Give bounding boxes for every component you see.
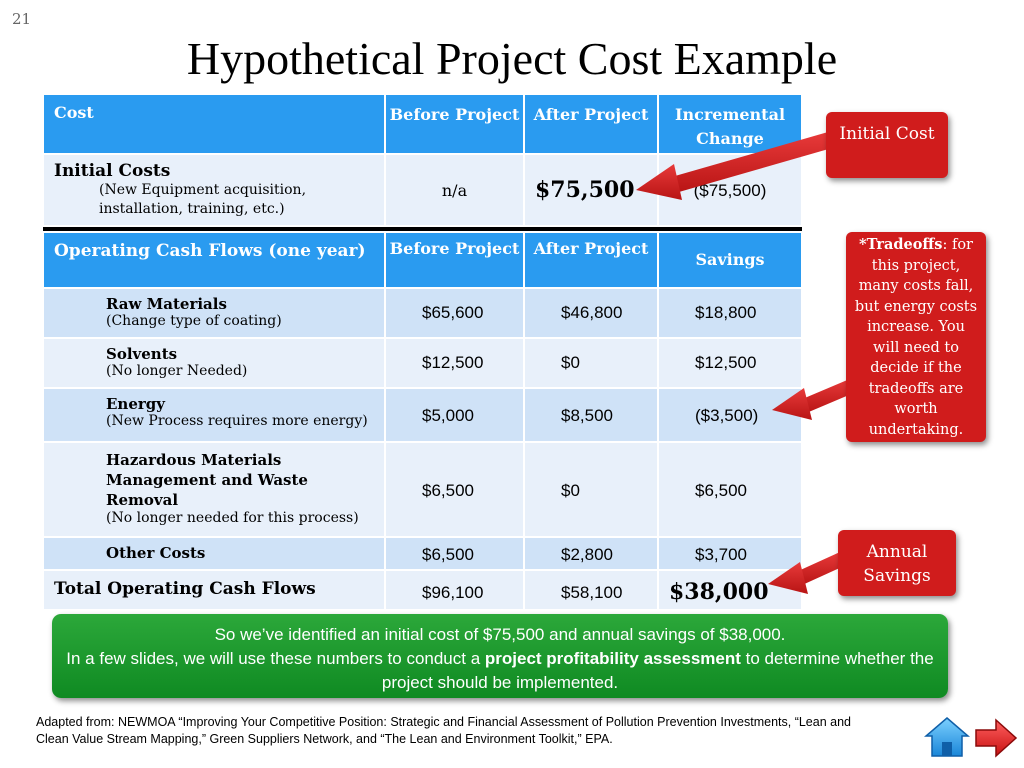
source-footnote: Adapted from: NEWMOA “Improving Your Competitive Position: Strategic and Financial Assessment of Pollution Prevention Investments, “Lean and Clean Value Stream Mapping,” Green Suppliers Network, and “The Lean and Environment Toolkit,” EPA. — [36, 715, 851, 746]
row-label: Other Costs — [106, 544, 206, 562]
row-label: Energy — [106, 395, 165, 413]
row-sublabel: (Change type of coating) — [106, 313, 282, 329]
header-operating: Operating Cash Flows (one year) — [43, 232, 385, 288]
header-change: Incremental Change — [658, 94, 802, 154]
header-savings: Savings — [658, 232, 802, 288]
row-before: $12,500 — [385, 338, 524, 388]
row-after: $2,800 — [524, 537, 658, 570]
tradeoffs-callout — [846, 232, 986, 442]
row-label: Solvents — [106, 345, 178, 363]
row-before: $5,000 — [385, 388, 524, 442]
total-before: $96,100 — [385, 570, 524, 610]
row-after: $46,800 — [524, 288, 658, 338]
total-savings: $38,000 — [658, 570, 802, 610]
row-sublabel: (New Process requires more energy) — [106, 413, 368, 429]
annual-savings-callout: Annual Savings — [838, 530, 956, 596]
initial-change: ($75,500) — [658, 154, 802, 226]
next-arrow-icon — [974, 718, 1018, 758]
initial-before: n/a — [385, 154, 524, 226]
header-before: Before Project — [385, 232, 524, 288]
row-savings: $12,500 — [658, 338, 802, 388]
header-after: After Project — [524, 232, 658, 288]
row-savings: $6,500 — [658, 442, 802, 537]
initial-cost-callout: Initial Cost — [826, 112, 948, 178]
tradeoffs-text: : for this project, many costs fall, but energy costs increase. You will need to decide if the tradeoffs are worth undertaking. — [854, 237, 978, 438]
summary-bold-phrase: project profitability assessment — [484, 649, 741, 668]
row-savings: ($3,500) — [658, 388, 802, 442]
summary-box — [52, 614, 948, 698]
arrow-to-total-savings — [768, 552, 844, 594]
row-savings: $18,800 — [658, 288, 802, 338]
home-icon — [924, 716, 970, 758]
row-after: $0 — [524, 338, 658, 388]
row-label: Raw Materials — [106, 295, 227, 313]
row-label: Hazardous Materials Management and Waste Removal — [106, 451, 308, 509]
tradeoffs-heading: *Tradeoffs — [859, 236, 943, 253]
slide-title: Hypothetical Project Cost Example — [186, 33, 838, 84]
initial-costs-sublabel: (New Equipment acquisition, installation, training, etc.) — [99, 182, 307, 217]
next-slide-button[interactable] — [974, 718, 1018, 758]
row-before: $6,500 — [385, 442, 524, 537]
total-after: $58,100 — [524, 570, 658, 610]
arrow-to-initial-cost — [636, 132, 832, 200]
initial-costs-label: Initial Costs — [54, 161, 171, 181]
total-label: Total Operating Cash Flows — [54, 579, 316, 599]
summary-line-1: So we’ve identified an initial cost of $75,500 and annual savings of $38,000. — [214, 625, 786, 644]
header-cost: Cost — [43, 94, 385, 154]
row-savings: $3,700 — [658, 537, 802, 570]
row-sublabel: (No longer Needed) — [106, 363, 248, 379]
header-before: Before Project — [385, 94, 524, 154]
home-button[interactable] — [924, 716, 970, 758]
arrow-to-energy-savings — [772, 378, 856, 420]
summary-line-2: In a few slides, we will use these numbers to conduct a project profitability assessment to determine whether the project should be implemented. — [66, 649, 934, 692]
initial-after: $75,500 — [524, 154, 658, 226]
row-before: $6,500 — [385, 537, 524, 570]
header-after: After Project — [524, 94, 658, 154]
slide-number: 21 — [12, 10, 32, 28]
row-before: $65,600 — [385, 288, 524, 338]
row-after: $0 — [524, 442, 658, 537]
row-after: $8,500 — [524, 388, 658, 442]
row-sublabel: (No longer needed for this process) — [106, 510, 359, 526]
